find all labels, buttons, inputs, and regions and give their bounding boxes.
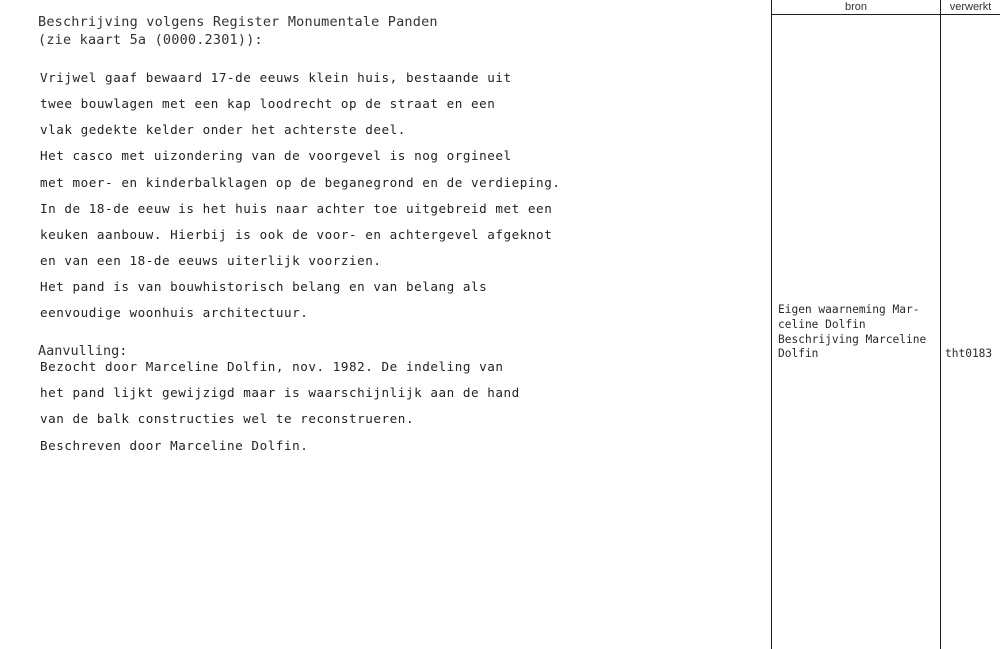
description-line: twee bouwlagen met een kap loodrecht op de straat en een: [40, 96, 496, 111]
document-title-line-2: (zie kaart 5a (0000.2301)):: [38, 32, 263, 48]
description-line: Vrijwel gaaf bewaard 17-de eeuws klein huis, bestaande uit: [40, 70, 512, 85]
addition-title: Aanvulling:: [38, 343, 128, 359]
description-line: vlak gedekte kelder onder het achterste deel.: [40, 122, 406, 137]
description-line: met moer- en kinderbalklagen op de beganegrond en de verdieping.: [40, 175, 561, 190]
source-line: celine Dolfin: [778, 318, 866, 331]
document-title-line-1: Beschrijving volgens Register Monumentale Panden: [38, 14, 438, 30]
addition-line: Bezocht door Marceline Dolfin, nov. 1982. De indeling van: [40, 359, 504, 374]
description-line: en van een 18-de eeuws uiterlijk voorzien.: [40, 253, 382, 268]
addition-line: het pand lijkt gewijzigd maar is waarschijnlijk aan de hand: [40, 385, 520, 400]
source-column-header: bron: [844, 1, 868, 13]
description-line: Het pand is van bouwhistorisch belang en van belang als: [40, 279, 488, 294]
description-line: In de 18-de eeuw is het huis naar achter toe uitgebreid met een: [40, 201, 553, 216]
addition-line: van de balk constructies wel te reconstrueren.: [40, 411, 415, 426]
source-line: Beschrijving Marceline: [778, 333, 927, 346]
source-line: Eigen waarneming Mar-: [778, 303, 920, 316]
source-line: Dolfin: [778, 347, 819, 360]
description-line: Het casco met uizondering van de voorgevel is nog orgineel: [40, 148, 512, 163]
source-column-left-rule: [771, 0, 772, 649]
description-line: eenvoudige woonhuis architectuur.: [40, 305, 309, 320]
addition-line: Beschreven door Marceline Dolfin.: [40, 438, 309, 453]
description-line: keuken aanbouw. Hierbij is ook de voor- en achtergevel afgeknot: [40, 227, 553, 242]
column-header-rule: [771, 14, 1000, 15]
processed-column-header: verwerkt: [949, 1, 992, 13]
processed-column-left-rule: [940, 0, 941, 649]
processed-code: tht0183: [945, 347, 993, 360]
